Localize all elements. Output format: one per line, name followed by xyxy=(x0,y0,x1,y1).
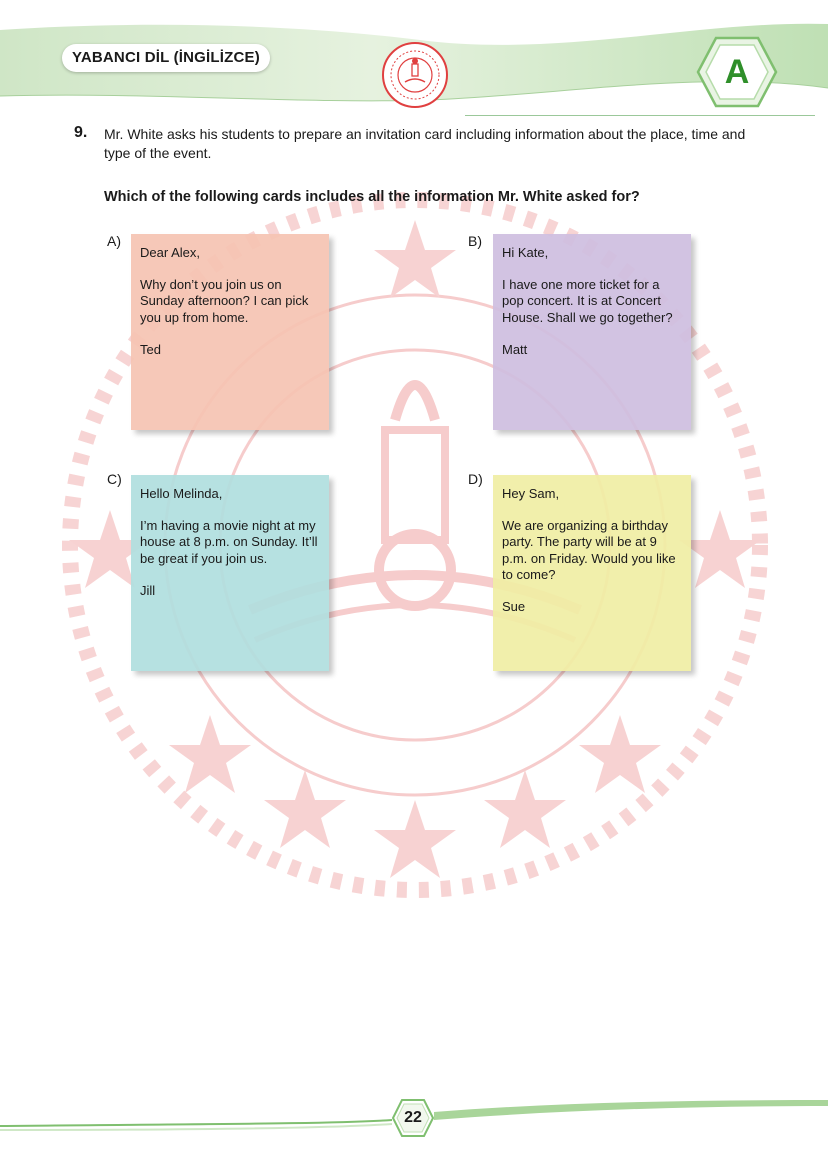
ministry-seal-icon xyxy=(380,40,450,110)
option-label-a[interactable]: A) xyxy=(107,233,121,249)
card-body: We are organizing a birthday party. The party will be at 9 p.m. on Friday. Would you like to come? xyxy=(502,518,676,582)
card-signature: Matt xyxy=(502,341,528,357)
option-card-b[interactable] xyxy=(493,234,691,430)
card-greeting: Dear Alex, xyxy=(140,245,200,260)
question-number: 9. xyxy=(74,124,88,141)
card-greeting: Hello Melinda, xyxy=(140,486,223,501)
card-signature: Sue xyxy=(502,599,526,615)
question-prompt: Which of the following cards includes all the information Mr. White asked for? xyxy=(104,189,640,205)
option-card-c[interactable] xyxy=(131,475,329,671)
booklet-letter: A xyxy=(724,53,750,91)
card-body: Why don’t you join us on Sunday afternoon? I can pick you up from home. xyxy=(140,277,309,325)
card-greeting: Hi Kate, xyxy=(502,245,549,260)
card-signature: Ted xyxy=(140,341,161,357)
option-label-c[interactable]: C) xyxy=(107,471,122,487)
option-label-d[interactable]: D) xyxy=(468,471,483,487)
option-label-b[interactable]: B) xyxy=(468,233,482,249)
subject-title: YABANCI DİL (İNGİLİZCE) xyxy=(62,44,270,72)
header-rule xyxy=(465,115,815,116)
page-number: 22 xyxy=(404,1109,422,1126)
card-signature: Jill xyxy=(140,582,156,598)
card-body: I’m having a movie night at my house at 8 p.m. on Sunday. It’ll be great if you join us. xyxy=(140,518,318,566)
card-greeting: Hey Sam, xyxy=(502,486,560,501)
option-card-a[interactable] xyxy=(131,234,329,430)
question-text: Mr. White asks his students to prepare an invitation card including information about the place, time and type of the event. xyxy=(104,126,746,161)
card-body: I have one more ticket for a pop concert. It is at Concert House. Shall we go together? xyxy=(502,277,673,325)
option-card-d[interactable] xyxy=(493,475,691,671)
